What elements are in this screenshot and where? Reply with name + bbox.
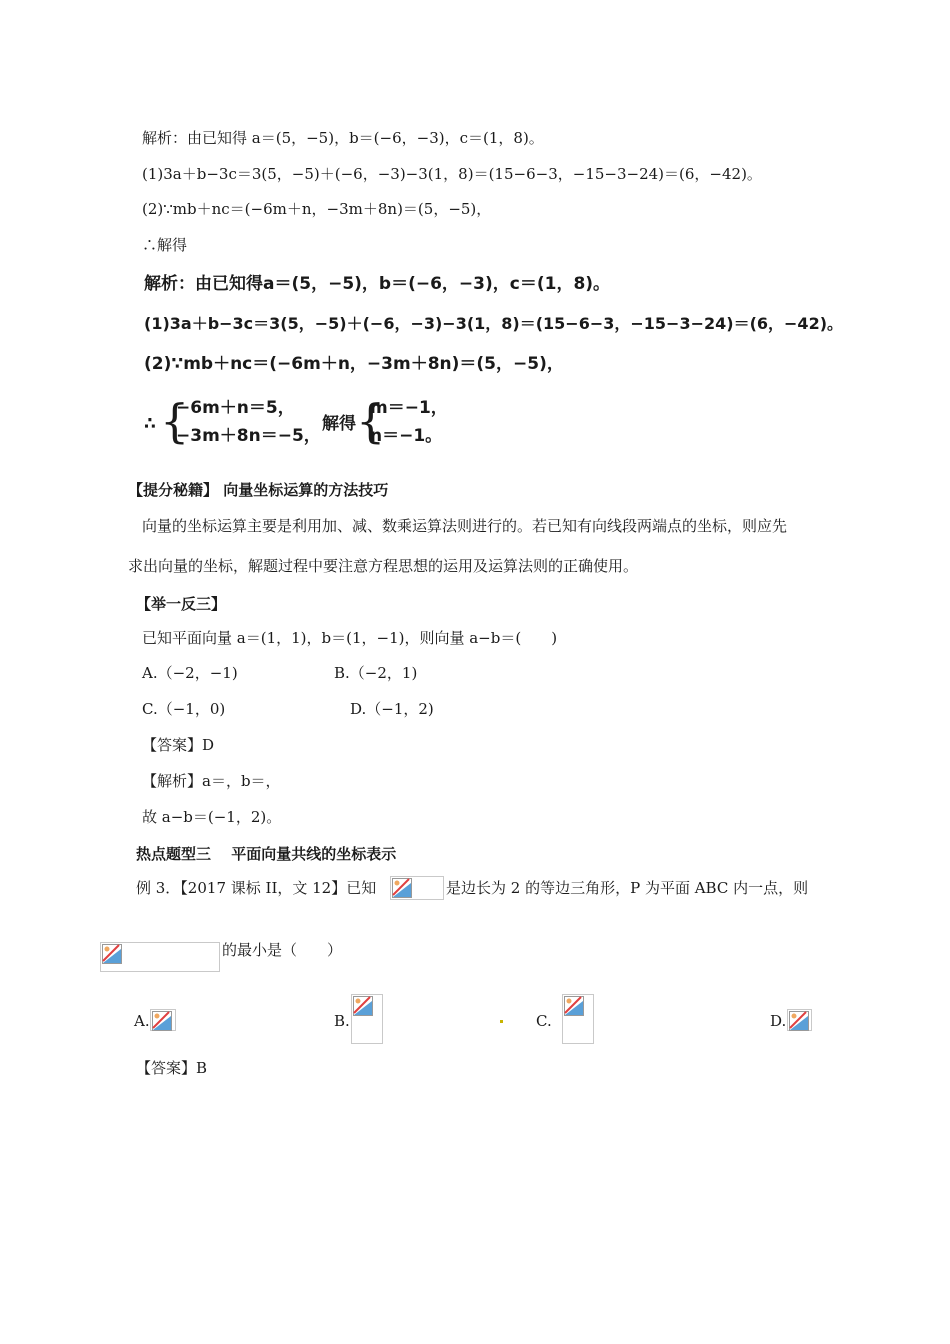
hot-topic-heading: 热点题型三 平面向量共线的坐标表示 xyxy=(136,845,397,863)
solution-text-line-1: 解析：由已知得 a＝(5，−5)，b＝(−6，−3)，c＝(1，8)。 xyxy=(142,129,544,147)
practice-option-c: C.（−1，0) xyxy=(142,700,226,718)
practice-conclusion: 故 a−b＝(−1，2)。 xyxy=(142,808,282,826)
solution-image-line-2: (1)3a＋b−3c＝3(5，−5)＋(−6，−3)−3(1，8)＝(15−6−3，−15−3−24)＝(6，−42)。 xyxy=(144,314,844,333)
practice-heading: 【举一反三】 xyxy=(136,595,227,613)
solution-image-line-1: 解析：由已知得a＝(5，−5)，b＝(−6，−3)，c＝(1，8)。 xyxy=(144,274,611,294)
example-3-option-b: B. xyxy=(334,1012,350,1030)
example-3-option-c: C. xyxy=(536,1012,552,1030)
practice-answer: 【答案】D xyxy=(142,736,215,754)
broken-image-icon xyxy=(562,994,594,1044)
example-3-option-a: A. xyxy=(134,1012,150,1030)
solution-text-line-2: (1)3a＋b−3c＝3(5，−5)＋(−6，−3)−3(1，8)＝(15−6−3，−15−3−24)＝(6，−42)。 xyxy=(142,165,762,183)
broken-image-icon xyxy=(150,1009,176,1031)
left-brace-1: { xyxy=(160,394,190,448)
tip-paragraph-line-2: 求出向量的坐标，解题过程中要注意方程思想的运用及运算法则的正确使用。 xyxy=(128,557,639,575)
example-3-prefix: 例 3．【2017 课标 II，文 12】已知 xyxy=(136,879,377,897)
example-3-answer: 【答案】B xyxy=(136,1059,208,1077)
therefore-symbol: ∴ xyxy=(144,414,156,434)
solve-label: 解得 xyxy=(322,414,356,434)
example-3-line-2: 的最小是（ ） xyxy=(222,941,343,959)
system-1-eq-1: −6m＋n＝5， xyxy=(176,398,295,418)
practice-option-b: B.（−2，1) xyxy=(334,664,418,682)
tip-paragraph-line-1: 向量的坐标运算主要是利用加、减、数乘运算法则进行的。若已知有向线段两端点的坐标，则应先 xyxy=(142,517,788,535)
broken-image-icon xyxy=(100,942,220,972)
analysis-text: a＝，b＝， xyxy=(202,772,281,790)
practice-option-a: A.（−2，−1) xyxy=(142,664,238,682)
stray-dot xyxy=(500,1020,503,1023)
example-3-suffix: 是边长为 2 的等边三角形，P 为平面 ABC 内一点，则 xyxy=(446,879,809,897)
broken-image-icon xyxy=(390,876,444,900)
example-3-option-d: D. xyxy=(770,1012,787,1030)
practice-option-d: D.（−1，2) xyxy=(350,700,434,718)
solution-text-line-4: ∴解得 xyxy=(142,236,188,254)
broken-image-icon xyxy=(351,994,383,1044)
solution-image-line-3: (2)∵mb＋nc＝(−6m＋n，−3m＋8n)＝(5，−5)， xyxy=(144,354,564,374)
left-brace-2: { xyxy=(356,394,386,448)
analysis-label: 【解析】 xyxy=(142,772,203,790)
solution-text-line-3: (2)∵mb＋nc＝(−6m＋n，−3m＋8n)＝(5，−5)， xyxy=(142,200,492,218)
system-2-eq-2: n＝−1。 xyxy=(370,426,443,446)
system-2-eq-1: m＝−1， xyxy=(370,398,448,418)
broken-image-icon xyxy=(787,1009,812,1031)
equation-system xyxy=(144,396,474,452)
practice-question: 已知平面向量 a＝(1，1)，b＝(1，−1)，则向量 a−b＝( ) xyxy=(142,629,558,647)
tip-heading: 【提分秘籍】 向量坐标运算的方法技巧 xyxy=(128,481,389,499)
practice-analysis xyxy=(142,771,281,791)
system-1-eq-2: −3m＋8n＝−5， xyxy=(176,426,321,446)
